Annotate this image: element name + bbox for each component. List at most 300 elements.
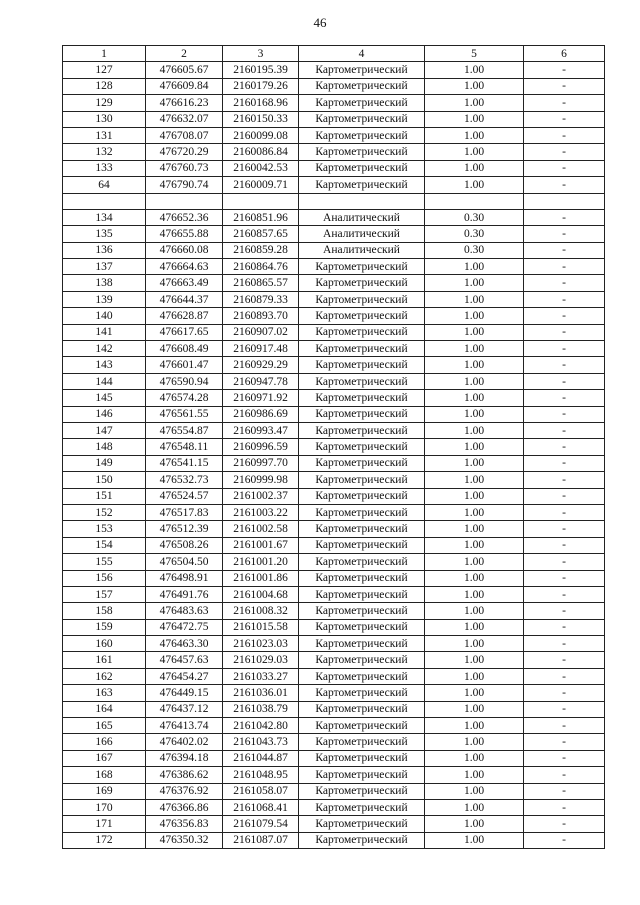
y-coordinate-cell: 2161002.37 <box>223 488 299 504</box>
method-cell: Картометрический <box>299 668 425 684</box>
y-coordinate-cell: 2160042.53 <box>223 160 299 176</box>
accuracy-cell: 1.00 <box>425 570 524 586</box>
y-coordinate-cell: 2160997.70 <box>223 455 299 471</box>
point-number-cell: 145 <box>63 390 146 406</box>
point-number-cell: 143 <box>63 357 146 373</box>
table-row <box>63 406 605 422</box>
point-number-cell: 149 <box>63 455 146 471</box>
y-coordinate-cell: 2160865.57 <box>223 275 299 291</box>
note-cell: - <box>524 816 605 832</box>
x-coordinate-cell: 476413.74 <box>146 718 223 734</box>
method-cell: Картометрический <box>299 373 425 389</box>
method-cell: Картометрический <box>299 111 425 127</box>
point-number-cell: 148 <box>63 439 146 455</box>
y-coordinate-cell: 2160893.70 <box>223 308 299 324</box>
table-row <box>63 455 605 471</box>
note-cell: - <box>524 734 605 750</box>
x-coordinate-cell: 476483.63 <box>146 603 223 619</box>
note-cell: - <box>524 275 605 291</box>
point-number-cell: 150 <box>63 472 146 488</box>
method-cell: Картометрический <box>299 734 425 750</box>
accuracy-cell: 1.00 <box>425 750 524 766</box>
method-cell: Аналитический <box>299 242 425 258</box>
note-cell: - <box>524 209 605 225</box>
point-number-cell: 141 <box>63 324 146 340</box>
note-cell: - <box>524 636 605 652</box>
y-coordinate-cell: 2160907.02 <box>223 324 299 340</box>
table-row <box>63 504 605 520</box>
point-number-cell: 127 <box>63 62 146 78</box>
accuracy-cell: 1.00 <box>425 488 524 504</box>
x-coordinate-cell: 476356.83 <box>146 816 223 832</box>
x-coordinate-cell: 476366.86 <box>146 799 223 815</box>
y-coordinate-cell: 2161048.95 <box>223 767 299 783</box>
note-cell: - <box>524 406 605 422</box>
note-cell: - <box>524 127 605 143</box>
x-coordinate-cell: 476454.27 <box>146 668 223 684</box>
table-row <box>63 603 605 619</box>
y-coordinate-cell: 2160929.29 <box>223 357 299 373</box>
column-header-2: 2 <box>146 46 223 62</box>
method-cell: Картометрический <box>299 783 425 799</box>
note-cell: - <box>524 439 605 455</box>
y-coordinate-cell: 2160986.69 <box>223 406 299 422</box>
note-cell: - <box>524 488 605 504</box>
y-coordinate-cell: 2160150.33 <box>223 111 299 127</box>
point-number-cell: 158 <box>63 603 146 619</box>
x-coordinate-cell: 476437.12 <box>146 701 223 717</box>
y-coordinate-cell: 2160086.84 <box>223 144 299 160</box>
table-row <box>63 291 605 307</box>
x-coordinate-cell: 476504.50 <box>146 554 223 570</box>
point-number-cell: 142 <box>63 341 146 357</box>
x-coordinate-cell: 476561.55 <box>146 406 223 422</box>
y-coordinate-cell: 2160195.39 <box>223 62 299 78</box>
y-coordinate-cell: 2160859.28 <box>223 242 299 258</box>
accuracy-cell: 1.00 <box>425 111 524 127</box>
point-number-cell: 162 <box>63 668 146 684</box>
x-coordinate-cell: 476548.11 <box>146 439 223 455</box>
y-coordinate-cell: 2161044.87 <box>223 750 299 766</box>
y-coordinate-cell: 2160879.33 <box>223 291 299 307</box>
point-number-cell: 171 <box>63 816 146 832</box>
point-number-cell: 156 <box>63 570 146 586</box>
note-cell: - <box>524 570 605 586</box>
point-number-cell: 136 <box>63 242 146 258</box>
table-row <box>63 209 605 225</box>
accuracy-cell: 1.00 <box>425 619 524 635</box>
note-cell: - <box>524 62 605 78</box>
note-cell: - <box>524 291 605 307</box>
note-cell: - <box>524 455 605 471</box>
column-header-6: 6 <box>524 46 605 62</box>
table-row <box>63 750 605 766</box>
accuracy-cell: 1.00 <box>425 455 524 471</box>
note-cell: - <box>524 504 605 520</box>
point-number-cell: 154 <box>63 537 146 553</box>
table-row <box>63 488 605 504</box>
note-cell: - <box>524 521 605 537</box>
method-cell: Картометрический <box>299 767 425 783</box>
x-coordinate-cell: 476628.87 <box>146 308 223 324</box>
table-row <box>63 357 605 373</box>
point-number-cell: 155 <box>63 554 146 570</box>
table-row <box>63 390 605 406</box>
point-number-cell <box>63 193 146 209</box>
point-number-cell: 133 <box>63 160 146 176</box>
accuracy-cell: 1.00 <box>425 78 524 94</box>
accuracy-cell: 1.00 <box>425 504 524 520</box>
point-number-cell: 166 <box>63 734 146 750</box>
method-cell: Картометрический <box>299 504 425 520</box>
accuracy-cell: 1.00 <box>425 718 524 734</box>
point-number-cell: 129 <box>63 95 146 111</box>
note-cell: - <box>524 341 605 357</box>
method-cell: Картометрический <box>299 390 425 406</box>
y-coordinate-cell: 2160947.78 <box>223 373 299 389</box>
y-coordinate-cell: 2161042.80 <box>223 718 299 734</box>
table-row <box>63 373 605 389</box>
table-row <box>63 193 605 209</box>
accuracy-cell: 1.00 <box>425 95 524 111</box>
table-row <box>63 668 605 684</box>
note-cell: - <box>524 177 605 193</box>
table-row <box>63 226 605 242</box>
column-header-3: 3 <box>223 46 299 62</box>
x-coordinate-cell: 476720.29 <box>146 144 223 160</box>
y-coordinate-cell: 2160009.71 <box>223 177 299 193</box>
method-cell: Картометрический <box>299 62 425 78</box>
table-row <box>63 275 605 291</box>
method-cell: Картометрический <box>299 619 425 635</box>
accuracy-cell: 1.00 <box>425 668 524 684</box>
method-cell: Картометрический <box>299 750 425 766</box>
method-cell: Картометрический <box>299 259 425 275</box>
note-cell: - <box>524 390 605 406</box>
table-row <box>63 308 605 324</box>
accuracy-cell: 0.30 <box>425 226 524 242</box>
point-number-cell: 170 <box>63 799 146 815</box>
table-row <box>63 62 605 78</box>
y-coordinate-cell: 2160851.96 <box>223 209 299 225</box>
point-number-cell: 151 <box>63 488 146 504</box>
accuracy-cell: 1.00 <box>425 767 524 783</box>
x-coordinate-cell: 476457.63 <box>146 652 223 668</box>
y-coordinate-cell: 2161004.68 <box>223 586 299 602</box>
method-cell: Картометрический <box>299 127 425 143</box>
point-number-cell: 137 <box>63 259 146 275</box>
method-cell: Картометрический <box>299 275 425 291</box>
table-row <box>63 259 605 275</box>
method-cell: Картометрический <box>299 406 425 422</box>
x-coordinate-cell: 476491.76 <box>146 586 223 602</box>
note-cell: - <box>524 603 605 619</box>
method-cell: Картометрический <box>299 177 425 193</box>
x-coordinate-cell: 476402.02 <box>146 734 223 750</box>
method-cell: Картометрический <box>299 291 425 307</box>
note-cell: - <box>524 357 605 373</box>
table-row <box>63 816 605 832</box>
table-body <box>63 62 605 849</box>
note-cell: - <box>524 373 605 389</box>
y-coordinate-cell: 2161068.41 <box>223 799 299 815</box>
point-number-cell: 144 <box>63 373 146 389</box>
x-coordinate-cell: 476655.88 <box>146 226 223 242</box>
y-coordinate-cell: 2161038.79 <box>223 701 299 717</box>
y-coordinate-cell <box>223 193 299 209</box>
method-cell: Картометрический <box>299 685 425 701</box>
x-coordinate-cell: 476463.30 <box>146 636 223 652</box>
note-cell: - <box>524 750 605 766</box>
y-coordinate-cell: 2161002.58 <box>223 521 299 537</box>
x-coordinate-cell: 476472.75 <box>146 619 223 635</box>
table-row <box>63 832 605 848</box>
method-cell: Картометрический <box>299 537 425 553</box>
method-cell: Аналитический <box>299 209 425 225</box>
y-coordinate-cell: 2161043.73 <box>223 734 299 750</box>
y-coordinate-cell: 2161001.86 <box>223 570 299 586</box>
point-number-cell: 134 <box>63 209 146 225</box>
method-cell: Картометрический <box>299 701 425 717</box>
table-row <box>63 586 605 602</box>
x-coordinate-cell: 476590.94 <box>146 373 223 389</box>
x-coordinate-cell <box>146 193 223 209</box>
accuracy-cell: 1.00 <box>425 783 524 799</box>
y-coordinate-cell: 2161036.01 <box>223 685 299 701</box>
point-number-cell: 172 <box>63 832 146 848</box>
accuracy-cell: 0.30 <box>425 242 524 258</box>
accuracy-cell: 1.00 <box>425 652 524 668</box>
point-number-cell: 163 <box>63 685 146 701</box>
x-coordinate-cell: 476517.83 <box>146 504 223 520</box>
accuracy-cell: 1.00 <box>425 734 524 750</box>
y-coordinate-cell: 2160993.47 <box>223 422 299 438</box>
accuracy-cell: 1.00 <box>425 521 524 537</box>
note-cell: - <box>524 242 605 258</box>
x-coordinate-cell: 476498.91 <box>146 570 223 586</box>
method-cell: Картометрический <box>299 603 425 619</box>
accuracy-cell: 1.00 <box>425 357 524 373</box>
accuracy-cell: 1.00 <box>425 275 524 291</box>
table-row <box>63 439 605 455</box>
point-number-cell: 160 <box>63 636 146 652</box>
y-coordinate-cell: 2160999.98 <box>223 472 299 488</box>
note-cell: - <box>524 767 605 783</box>
accuracy-cell: 1.00 <box>425 701 524 717</box>
table-row <box>63 95 605 111</box>
point-number-cell: 64 <box>63 177 146 193</box>
point-number-cell: 146 <box>63 406 146 422</box>
accuracy-cell: 1.00 <box>425 472 524 488</box>
method-cell: Картометрический <box>299 718 425 734</box>
note-cell <box>524 193 605 209</box>
table-row <box>63 472 605 488</box>
method-cell: Картометрический <box>299 160 425 176</box>
table-row <box>63 619 605 635</box>
point-number-cell: 157 <box>63 586 146 602</box>
accuracy-cell: 1.00 <box>425 291 524 307</box>
table-row <box>63 144 605 160</box>
x-coordinate-cell: 476512.39 <box>146 521 223 537</box>
table-row <box>63 111 605 127</box>
note-cell: - <box>524 718 605 734</box>
accuracy-cell: 1.00 <box>425 177 524 193</box>
accuracy-cell: 1.00 <box>425 586 524 602</box>
x-coordinate-cell: 476617.65 <box>146 324 223 340</box>
method-cell: Картометрический <box>299 554 425 570</box>
table-row <box>63 685 605 701</box>
method-cell: Картометрический <box>299 95 425 111</box>
y-coordinate-cell: 2161029.03 <box>223 652 299 668</box>
x-coordinate-cell: 476574.28 <box>146 390 223 406</box>
x-coordinate-cell: 476644.37 <box>146 291 223 307</box>
x-coordinate-cell: 476508.26 <box>146 537 223 553</box>
method-cell: Картометрический <box>299 521 425 537</box>
point-number-cell: 168 <box>63 767 146 783</box>
point-number-cell: 159 <box>63 619 146 635</box>
method-cell: Аналитический <box>299 226 425 242</box>
y-coordinate-cell: 2160857.65 <box>223 226 299 242</box>
note-cell: - <box>524 619 605 635</box>
y-coordinate-cell: 2160917.48 <box>223 341 299 357</box>
note-cell: - <box>524 537 605 553</box>
point-number-cell: 153 <box>63 521 146 537</box>
note-cell: - <box>524 472 605 488</box>
method-cell <box>299 193 425 209</box>
accuracy-cell: 1.00 <box>425 144 524 160</box>
note-cell: - <box>524 832 605 848</box>
method-cell: Картометрический <box>299 422 425 438</box>
note-cell: - <box>524 111 605 127</box>
point-number-cell: 132 <box>63 144 146 160</box>
method-cell: Картометрический <box>299 586 425 602</box>
table-row <box>63 78 605 94</box>
table-row <box>63 422 605 438</box>
method-cell: Картометрический <box>299 816 425 832</box>
y-coordinate-cell: 2161033.27 <box>223 668 299 684</box>
method-cell: Картометрический <box>299 652 425 668</box>
table-row <box>63 554 605 570</box>
x-coordinate-cell: 476524.57 <box>146 488 223 504</box>
x-coordinate-cell: 476376.92 <box>146 783 223 799</box>
coordinates-table <box>62 45 605 849</box>
x-coordinate-cell: 476601.47 <box>146 357 223 373</box>
table-row <box>63 127 605 143</box>
column-header-1: 1 <box>63 46 146 62</box>
method-cell: Картометрический <box>299 308 425 324</box>
method-cell: Картометрический <box>299 455 425 471</box>
note-cell: - <box>524 783 605 799</box>
accuracy-cell: 1.00 <box>425 259 524 275</box>
method-cell: Картометрический <box>299 636 425 652</box>
note-cell: - <box>524 701 605 717</box>
accuracy-cell: 1.00 <box>425 799 524 815</box>
note-cell: - <box>524 422 605 438</box>
x-coordinate-cell: 476760.73 <box>146 160 223 176</box>
x-coordinate-cell: 476708.07 <box>146 127 223 143</box>
y-coordinate-cell: 2161008.32 <box>223 603 299 619</box>
note-cell: - <box>524 160 605 176</box>
x-coordinate-cell: 476554.87 <box>146 422 223 438</box>
x-coordinate-cell: 476394.18 <box>146 750 223 766</box>
accuracy-cell: 1.00 <box>425 603 524 619</box>
method-cell: Картометрический <box>299 832 425 848</box>
note-cell: - <box>524 324 605 340</box>
y-coordinate-cell: 2160179.26 <box>223 78 299 94</box>
accuracy-cell: 1.00 <box>425 373 524 389</box>
accuracy-cell: 1.00 <box>425 390 524 406</box>
note-cell: - <box>524 586 605 602</box>
table-row <box>63 537 605 553</box>
x-coordinate-cell: 476660.08 <box>146 242 223 258</box>
table-row <box>63 570 605 586</box>
table-row <box>63 734 605 750</box>
point-number-cell: 138 <box>63 275 146 291</box>
point-number-cell: 135 <box>63 226 146 242</box>
x-coordinate-cell: 476532.73 <box>146 472 223 488</box>
y-coordinate-cell: 2161087.07 <box>223 832 299 848</box>
method-cell: Картометрический <box>299 78 425 94</box>
point-number-cell: 147 <box>63 422 146 438</box>
accuracy-cell: 1.00 <box>425 324 524 340</box>
y-coordinate-cell: 2161023.03 <box>223 636 299 652</box>
y-coordinate-cell: 2161001.67 <box>223 537 299 553</box>
note-cell: - <box>524 668 605 684</box>
table-row <box>63 718 605 734</box>
accuracy-cell: 1.00 <box>425 685 524 701</box>
note-cell: - <box>524 652 605 668</box>
y-coordinate-cell: 2161058.07 <box>223 783 299 799</box>
x-coordinate-cell: 476663.49 <box>146 275 223 291</box>
page-number: 46 <box>313 15 327 30</box>
x-coordinate-cell: 476449.15 <box>146 685 223 701</box>
x-coordinate-cell: 476652.36 <box>146 209 223 225</box>
accuracy-cell: 1.00 <box>425 341 524 357</box>
table-row <box>63 341 605 357</box>
accuracy-cell: 1.00 <box>425 62 524 78</box>
x-coordinate-cell: 476790.74 <box>146 177 223 193</box>
table-row <box>63 324 605 340</box>
note-cell: - <box>524 799 605 815</box>
note-cell: - <box>524 685 605 701</box>
x-coordinate-cell: 476664.63 <box>146 259 223 275</box>
note-cell: - <box>524 259 605 275</box>
table-row <box>63 636 605 652</box>
accuracy-cell: 1.00 <box>425 160 524 176</box>
table-row <box>63 799 605 815</box>
point-number-cell: 130 <box>63 111 146 127</box>
table-row <box>63 652 605 668</box>
accuracy-cell: 1.00 <box>425 816 524 832</box>
y-coordinate-cell: 2161015.58 <box>223 619 299 635</box>
accuracy-cell: 1.00 <box>425 422 524 438</box>
column-header-5: 5 <box>425 46 524 62</box>
point-number-cell: 139 <box>63 291 146 307</box>
point-number-cell: 161 <box>63 652 146 668</box>
point-number-cell: 128 <box>63 78 146 94</box>
accuracy-cell: 1.00 <box>425 439 524 455</box>
y-coordinate-cell: 2160996.59 <box>223 439 299 455</box>
note-cell: - <box>524 226 605 242</box>
table-row <box>63 783 605 799</box>
header-row <box>63 46 605 62</box>
method-cell: Картометрический <box>299 439 425 455</box>
x-coordinate-cell: 476350.32 <box>146 832 223 848</box>
method-cell: Картометрический <box>299 570 425 586</box>
accuracy-cell: 1.00 <box>425 554 524 570</box>
x-coordinate-cell: 476608.49 <box>146 341 223 357</box>
accuracy-cell: 1.00 <box>425 832 524 848</box>
